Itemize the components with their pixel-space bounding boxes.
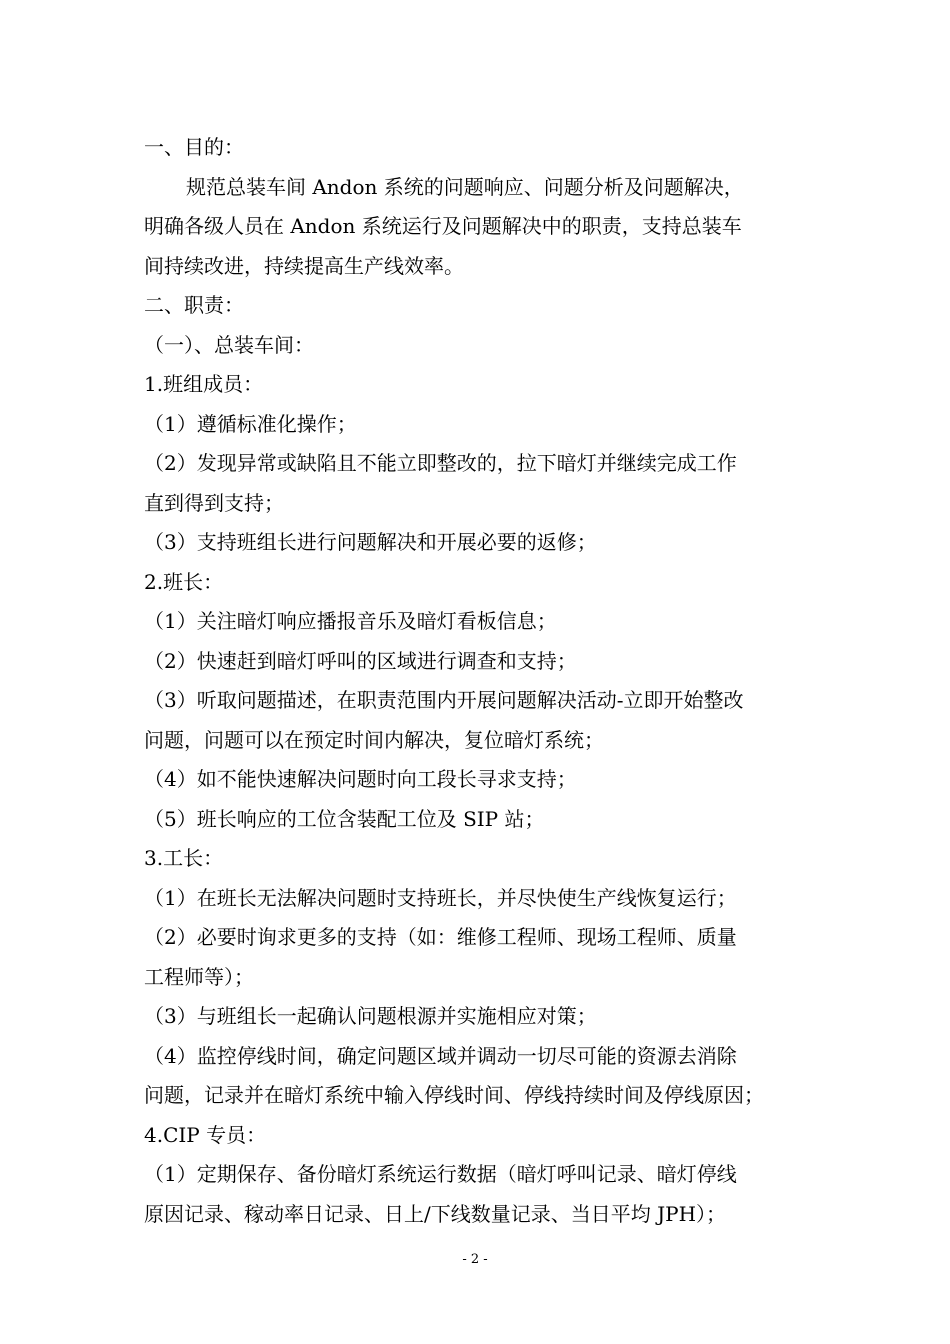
cip-title: 4.CIP 专员： <box>144 1122 267 1147</box>
team-leader-item-2: （2）快速赶到暗灯呼叫的区域进行调查和支持； <box>144 648 577 673</box>
cip-item-1: （1）定期保存、备份暗灯系统运行数据（暗灯呼叫记录、暗灯停线 <box>144 1162 737 1186</box>
team-member-item-2: （2）发现异常或缺陷且不能立即整改的，拉下暗灯并继续完成工作 <box>144 451 737 475</box>
section-purpose-heading: 一、目的： <box>144 135 244 159</box>
section-duty-heading: 二、职责： <box>144 293 244 317</box>
team-member-item-2-cont: 直到得到支持； <box>144 490 284 515</box>
section-duty-subheading: （一）、总装车间： <box>144 332 314 357</box>
team-leader-item-3: （3）听取问题描述，在职责范围内开展问题解决活动-立即开始整改 <box>144 688 744 712</box>
supervisor-item-2: （2）必要时询求更多的支持（如：维修工程师、现场工程师、质量 <box>144 925 737 949</box>
document-body <box>144 128 810 1234</box>
cip-item-1-cont: 原因记录、稼动率日记录、日上/下线数量记录、当日平均 JPH）； <box>144 1201 727 1226</box>
purpose-text-line-2: 明确各级人员在 Andon 系统运行及问题解决中的职责，支持总装车 <box>144 214 742 238</box>
team-leader-item-3-cont: 问题，问题可以在预定时间内解决，复位暗灯系统； <box>144 727 604 752</box>
purpose-text-line-3: 间持续改进，持续提高生产线效率。 <box>144 253 464 278</box>
supervisor-item-3: （3）与班组长一起确认问题根源并实施相应对策； <box>144 1004 597 1028</box>
team-leader-item-4: （4）如不能快速解决问题时向工段长寻求支持； <box>144 767 577 791</box>
team-member-title: 1.班组成员： <box>144 372 264 396</box>
supervisor-item-4: （4）监控停线时间，确定问题区域并调动一切尽可能的资源去消除 <box>144 1043 737 1068</box>
team-leader-item-5: （5）班长响应的工位含装配工位及 SIP 站； <box>144 806 545 831</box>
team-member-item-1: （1）遵循标准化操作； <box>144 411 357 436</box>
purpose-text-line-1: 规范总装车间 Andon 系统的问题响应、问题分析及问题解决， <box>186 174 744 199</box>
team-leader-title: 2.班长： <box>144 569 224 594</box>
supervisor-item-4-cont: 问题，记录并在暗灯系统中输入停线时间、停线持续时间及停线原因； <box>144 1083 764 1107</box>
supervisor-item-2-cont: 工程师等）； <box>144 964 254 989</box>
page-number: - 2 - <box>462 1252 488 1267</box>
team-member-item-3: （3）支持班组长进行问题解决和开展必要的返修； <box>144 530 597 554</box>
supervisor-item-1: （1）在班长无法解决问题时支持班长，并尽快使生产线恢复运行； <box>144 885 737 910</box>
supervisor-title: 3.工长： <box>144 846 224 870</box>
team-leader-item-1: （1）关注暗灯响应播报音乐及暗灯看板信息； <box>144 609 557 633</box>
